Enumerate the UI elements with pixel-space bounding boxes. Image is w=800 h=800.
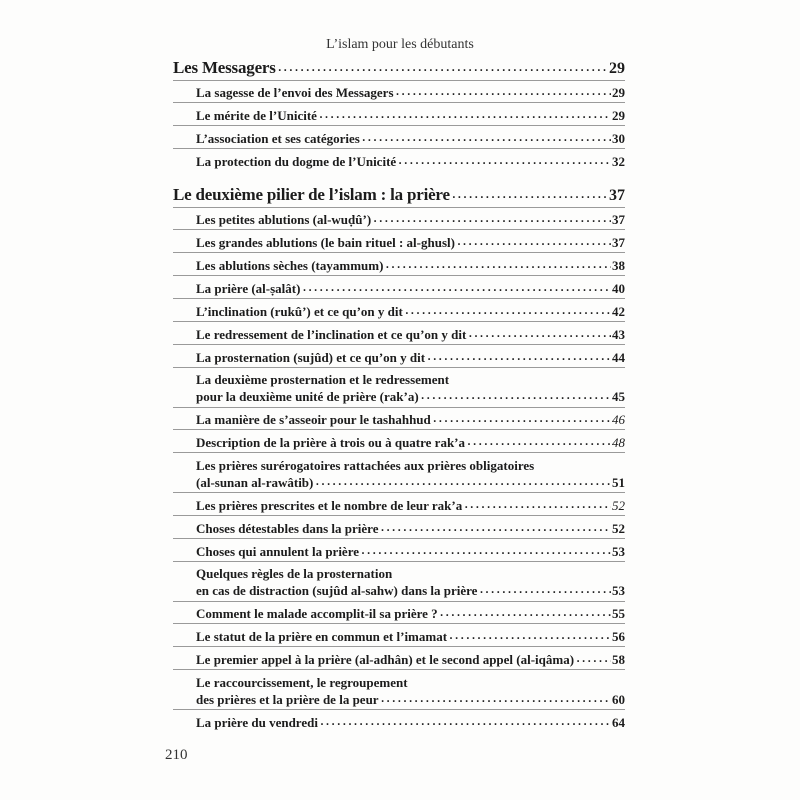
dot-leader bbox=[433, 409, 611, 425]
entry-divider bbox=[173, 601, 625, 602]
toc-entry[interactable] bbox=[196, 326, 625, 343]
entry-page: 42 bbox=[612, 304, 625, 319]
entry-page: 30 bbox=[612, 131, 625, 146]
toc-section[interactable] bbox=[173, 185, 625, 205]
entry-divider bbox=[173, 669, 625, 670]
entry-title: pour la deuxième unité de prière (rak’a) bbox=[196, 389, 419, 404]
dot-leader bbox=[396, 82, 611, 98]
entry-divider bbox=[173, 275, 625, 276]
entry-title-line: Quelques règles de la prosternation bbox=[196, 566, 393, 581]
dot-leader bbox=[479, 580, 611, 596]
entry-title: Choses détestables dans la prière bbox=[196, 521, 379, 536]
entry-title-line: La deuxième prosternation et le redressement bbox=[196, 372, 450, 387]
entry-divider bbox=[173, 229, 625, 230]
entry-divider bbox=[173, 709, 625, 710]
dot-leader bbox=[319, 105, 611, 121]
entry-title: Description de la prière à trois ou à quatre rak’a bbox=[196, 435, 466, 450]
entry-title: Choses qui annulent la prière bbox=[196, 544, 360, 559]
toc-entry[interactable] bbox=[196, 234, 625, 251]
entry-divider bbox=[173, 125, 625, 126]
toc-entry[interactable] bbox=[196, 280, 625, 297]
entry-title: (al-sunan al-rawâtib) bbox=[196, 475, 314, 490]
entry-page: 58 bbox=[612, 652, 625, 667]
dot-leader bbox=[421, 386, 611, 402]
section-divider bbox=[173, 80, 625, 81]
dot-leader bbox=[427, 347, 611, 363]
entry-page: 60 bbox=[612, 692, 625, 707]
entry-page: 40 bbox=[612, 281, 625, 296]
entry-title: L’inclination (rukû’) et ce qu’on y dit bbox=[196, 304, 403, 319]
entry-title: Le premier appel à la prière (al-adhân) et le second appel (al-iqâma) bbox=[196, 652, 575, 667]
entry-page: 52 bbox=[612, 498, 625, 513]
entry-title: La sagesse de l’envoi des Messagers bbox=[196, 85, 394, 100]
entry-divider bbox=[173, 321, 625, 322]
entry-page: 46 bbox=[612, 412, 625, 427]
toc-entry[interactable] bbox=[196, 497, 625, 514]
entry-page: 56 bbox=[612, 629, 625, 644]
dot-leader bbox=[449, 626, 611, 642]
entry-title: La prosternation (sujûd) et ce qu’on y dit bbox=[196, 350, 426, 365]
dot-leader bbox=[381, 689, 611, 705]
toc-entry[interactable] bbox=[196, 303, 625, 320]
toc-entry[interactable] bbox=[196, 458, 625, 491]
entry-title: en cas de distraction (sujûd al-sahw) dans la prière bbox=[196, 583, 478, 598]
toc-entry[interactable] bbox=[196, 84, 625, 101]
entry-title: L’association et ses catégories bbox=[196, 131, 360, 146]
entry-divider bbox=[173, 407, 625, 408]
entry-divider bbox=[173, 344, 625, 345]
entry-title: Le mérite de l’Unicité bbox=[196, 108, 317, 123]
entry-divider bbox=[173, 561, 625, 562]
entry-page: 44 bbox=[612, 350, 625, 365]
dot-leader bbox=[468, 324, 611, 340]
entry-title: Les ablutions sèches (tayammum) bbox=[196, 258, 384, 273]
page-number: 210 bbox=[165, 747, 188, 763]
dot-leader bbox=[278, 58, 608, 74]
section-divider bbox=[173, 207, 625, 208]
entry-title: Comment le malade accomplit-il sa prière ? bbox=[196, 606, 438, 621]
dot-leader bbox=[385, 255, 611, 271]
entry-page: 37 bbox=[612, 212, 625, 227]
entry-page: 32 bbox=[612, 154, 625, 169]
toc-entry[interactable] bbox=[196, 714, 625, 731]
entry-divider bbox=[173, 252, 625, 253]
toc-entry[interactable] bbox=[196, 520, 625, 537]
dot-leader bbox=[467, 432, 611, 448]
dot-leader bbox=[380, 518, 611, 534]
entry-page: 29 bbox=[612, 85, 625, 100]
toc-entry[interactable] bbox=[196, 107, 625, 124]
dot-leader bbox=[576, 649, 611, 665]
entry-divider bbox=[173, 538, 625, 539]
toc-entry[interactable] bbox=[196, 411, 625, 428]
entry-divider bbox=[173, 515, 625, 516]
entry-divider bbox=[173, 102, 625, 103]
toc-entry[interactable] bbox=[196, 349, 625, 366]
entry-divider bbox=[173, 452, 625, 453]
entry-divider bbox=[173, 623, 625, 624]
toc-entry[interactable] bbox=[196, 153, 625, 170]
dot-leader bbox=[457, 232, 611, 248]
toc-entry[interactable] bbox=[196, 566, 625, 599]
toc-section[interactable] bbox=[173, 58, 625, 78]
entry-divider bbox=[173, 429, 625, 430]
section-title: Les Messagers bbox=[173, 58, 276, 77]
entry-page: 51 bbox=[612, 475, 625, 490]
entry-page: 53 bbox=[612, 583, 625, 598]
dot-leader bbox=[464, 495, 611, 511]
entry-page: 37 bbox=[612, 235, 625, 250]
dot-leader bbox=[302, 278, 611, 294]
dot-leader bbox=[398, 151, 611, 167]
dot-leader bbox=[405, 301, 611, 317]
entry-page: 43 bbox=[612, 327, 625, 342]
entry-title: des prières et la prière de la peur bbox=[196, 692, 379, 707]
entry-page: 64 bbox=[612, 715, 625, 730]
toc-entry[interactable] bbox=[196, 628, 625, 645]
dot-leader bbox=[320, 712, 611, 728]
entry-title: La protection du dogme de l’Unicité bbox=[196, 154, 397, 169]
entry-page: 48 bbox=[612, 435, 625, 450]
toc-entry[interactable] bbox=[196, 372, 625, 405]
dot-leader bbox=[315, 472, 611, 488]
toc-entry[interactable] bbox=[196, 130, 625, 147]
entry-page: 38 bbox=[612, 258, 625, 273]
running-head: L’islam pour les débutants bbox=[326, 37, 474, 52]
dot-leader bbox=[361, 541, 611, 557]
toc-entry[interactable] bbox=[196, 211, 625, 228]
entry-title-line: Le raccourcissement, le regroupement bbox=[196, 675, 408, 690]
section-title: Le deuxième pilier de l’islam : la prière bbox=[173, 185, 450, 204]
entry-page: 55 bbox=[612, 606, 625, 621]
toc-entry[interactable] bbox=[196, 675, 625, 708]
entry-divider bbox=[173, 367, 625, 368]
entry-title: Le redressement de l’inclination et ce qu’on y dit bbox=[196, 327, 467, 342]
entry-divider bbox=[173, 298, 625, 299]
entry-title: La prière (al-ṣalât) bbox=[196, 281, 301, 296]
dot-leader bbox=[452, 185, 608, 201]
entry-title: Le statut de la prière en commun et l’imamat bbox=[196, 629, 448, 644]
entry-title: La manière de s’asseoir pour le tashahhud bbox=[196, 412, 431, 427]
toc-entry[interactable] bbox=[196, 434, 625, 451]
entry-divider bbox=[173, 148, 625, 149]
entry-title-line: Les prières surérogatoires rattachées aux prières obligatoires bbox=[196, 458, 535, 473]
toc-entry[interactable] bbox=[196, 605, 625, 622]
entry-page: 52 bbox=[612, 521, 625, 536]
entry-page: 29 bbox=[612, 108, 625, 123]
dot-leader bbox=[362, 128, 611, 144]
entry-title: La prière du vendredi bbox=[196, 715, 318, 730]
entry-page: 45 bbox=[612, 389, 625, 404]
entry-title: Les grandes ablutions (le bain rituel : al-ghusl) bbox=[196, 235, 455, 250]
entry-title: Les petites ablutions (al-wuḍû’) bbox=[196, 212, 372, 227]
section-page: 29 bbox=[609, 60, 625, 77]
entry-divider bbox=[173, 646, 625, 647]
dot-leader bbox=[373, 209, 611, 225]
section-page: 37 bbox=[609, 187, 625, 204]
dot-leader bbox=[440, 603, 611, 619]
entry-page: 53 bbox=[612, 544, 625, 559]
toc-entry[interactable] bbox=[196, 651, 625, 668]
entry-divider bbox=[173, 492, 625, 493]
toc-entry[interactable] bbox=[196, 543, 625, 560]
entry-title: Les prières prescrites et le nombre de leur rak’a bbox=[196, 498, 463, 513]
toc-entry[interactable] bbox=[196, 257, 625, 274]
